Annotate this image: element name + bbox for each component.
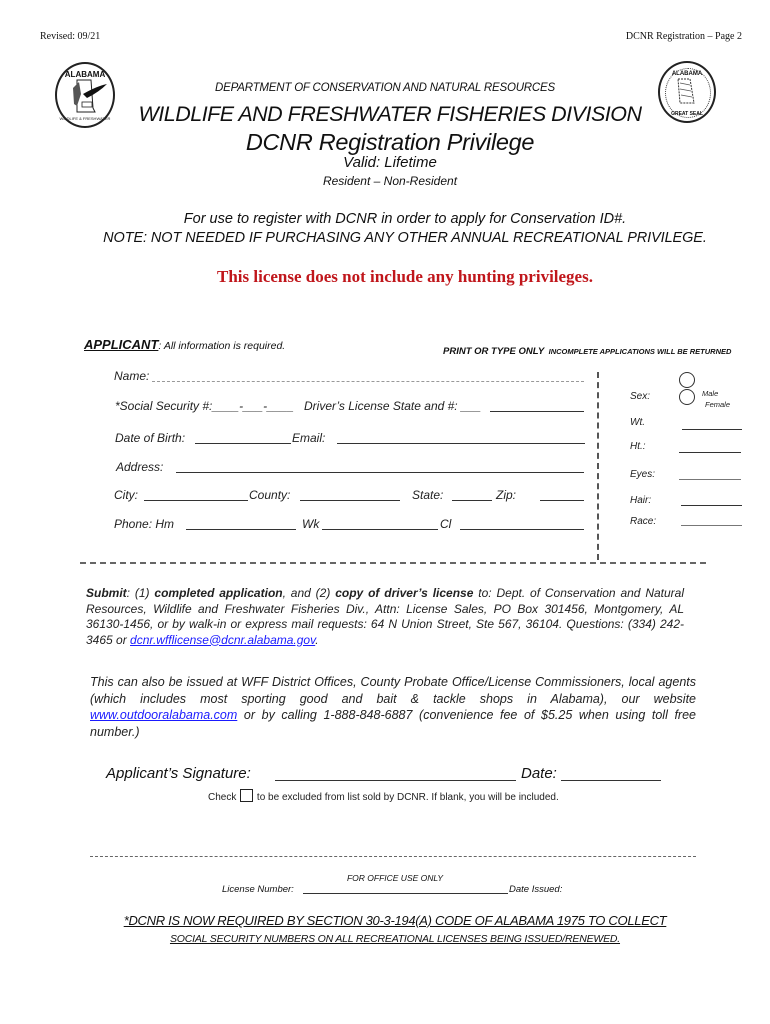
opt-out-row (208, 789, 559, 803)
name-label: Name: (114, 369, 150, 383)
intro-line-1: For use to register with DCNR in order to apply for Conservation ID#. (183, 211, 627, 227)
male-label: Male (702, 389, 719, 398)
opt-out-checkbox[interactable] (240, 789, 253, 802)
license-email-link[interactable]: dcnr.wfflicense@dcnr.alabama.gov (130, 632, 316, 647)
weight-field[interactable] (682, 429, 742, 430)
phone-cell-field[interactable] (460, 529, 584, 530)
intro-note: NOTE: NOT NEEDED IF PURCHASING ANY OTHER ANNUAL RECREATIONAL PRIVILEGE. (103, 230, 707, 246)
office-divider (90, 856, 696, 857)
svg-text:ALABAMA: ALABAMA (671, 71, 703, 77)
residency: Resident – Non-Resident (322, 174, 458, 188)
height-label: Ht.: (630, 441, 646, 452)
city-field[interactable] (144, 500, 248, 501)
alabama-state-seal-icon (658, 61, 716, 123)
signature-label: Applicant’s Signature: (106, 765, 251, 782)
race-field[interactable] (681, 525, 742, 526)
phone-home-field[interactable] (186, 529, 296, 530)
sex-female-radio[interactable] (679, 389, 695, 405)
hair-label: Hair: (630, 495, 652, 506)
alabama-wff-logo-icon (55, 62, 115, 128)
zip-field[interactable] (540, 500, 584, 501)
dl-label: Driver’s License State and #: ___ (304, 399, 481, 413)
svg-text:GREAT SEAL: GREAT SEAL (671, 111, 703, 117)
hunting-warning: This license does not include any hunting privileges. (217, 267, 593, 286)
division-name: WILDLIFE AND FRESHWATER FISHERIES DIVISION (138, 102, 642, 126)
name-field[interactable] (152, 381, 584, 382)
date-issued-label: Date Issued: (509, 884, 563, 895)
address-label: Address: (116, 460, 164, 474)
revised-date: Revised: 09/21 (40, 31, 101, 42)
submit-instructions: Submit: (1) completed application, and (2) copy of driver’s license to: Dept. of Conservation and Natural Resources, Wildlife and Freshwater Fisheries Div., Attn: License Sales, PO Box 301456, Montgomery, AL 36130-1456, or by walk-in or express mail requests: 64 N Union Street, Ste 567, 36104. Questions: (334) 242-3465 or dcnr.wfflicense@dcnr.alabama.gov. (86, 586, 685, 647)
license-number-field[interactable] (303, 893, 508, 894)
signature-field[interactable] (275, 780, 516, 781)
phone-home-label: Phone: Hm (114, 517, 175, 531)
validity: Valid: Lifetime (343, 154, 437, 171)
phone-work-field[interactable] (322, 529, 438, 530)
eyes-field[interactable] (679, 479, 741, 480)
dl-number-field[interactable] (490, 411, 584, 412)
address-field[interactable] (176, 472, 584, 473)
applicant-heading-row (84, 337, 285, 352)
ssn-requirement-line-2: SOCIAL SECURITY NUMBERS ON ALL RECREATIONAL LICENSES BEING ISSUED/RENEWED. (169, 933, 621, 945)
dob-label: Date of Birth: (115, 431, 186, 445)
issue-locations: This can also be issued at WFF District Offices, County Probate Office/License Commissioners, local agents (which includes most sporting good and bait & tackle shops in Alabama), our website www.outdooralabama.com or by calling 1-888-848-6887 (convenience fee of $5.25 when using toll free number.) (90, 675, 696, 739)
horizontal-divider (80, 562, 706, 564)
state-label: State: (412, 488, 444, 502)
applicant-required-note: : All information is required. (158, 340, 286, 352)
dob-field[interactable] (195, 443, 291, 444)
sex-male-radio[interactable] (679, 372, 695, 388)
ssn-requirement-line-1: *DCNR IS NOW REQUIRED BY SECTION 30-3-194(A) CODE OF ALABAMA 1975 TO COLLECT (123, 913, 667, 928)
website-link[interactable]: www.outdooralabama.com (90, 708, 238, 722)
svg-text:ALABAMA: ALABAMA (64, 70, 106, 79)
license-number-label: License Number: (222, 884, 294, 895)
vertical-divider (597, 372, 599, 560)
opt-out-text: to be excluded from list sold by DCNR. If blank, you will be included. (256, 792, 559, 803)
email-label: Email: (292, 431, 326, 445)
weight-label: Wt. (630, 417, 645, 428)
date-field[interactable] (561, 780, 661, 781)
height-field[interactable] (679, 452, 741, 453)
race-label: Race: (630, 516, 657, 527)
applicant-heading: APPLICANT (84, 337, 159, 352)
hair-field[interactable] (681, 505, 742, 506)
page-label: DCNR Registration – Page 2 (625, 31, 742, 42)
office-use-heading: FOR OFFICE USE ONLY (346, 873, 444, 883)
zip-label: Zip: (496, 488, 517, 502)
page-title: DCNR Registration Privilege (245, 129, 535, 155)
county-field[interactable] (300, 500, 400, 501)
check-prefix: Check (208, 792, 237, 803)
ssn-label: *Social Security #:____-___-____ (115, 399, 294, 413)
phone-cell-label: Cl (440, 517, 452, 531)
svg-text:WILDLIFE & FRESHWATER: WILDLIFE & FRESHWATER (59, 116, 111, 121)
email-field[interactable] (337, 443, 585, 444)
print-note: PRINT OR TYPE ONLY INCOMPLETE APPLICATIONS WILL BE RETURNED (443, 346, 732, 357)
date-label: Date: (521, 765, 557, 782)
eyes-label: Eyes: (630, 469, 656, 480)
city-label: City: (114, 488, 138, 502)
county-label: County: (249, 488, 291, 502)
phone-work-label: Wk (302, 517, 320, 531)
department-name: DEPARTMENT OF CONSERVATION AND NATURAL RESOURCES (215, 82, 555, 94)
female-label: Female (705, 400, 731, 409)
sex-label: Sex: (630, 391, 651, 402)
state-field[interactable] (452, 500, 492, 501)
